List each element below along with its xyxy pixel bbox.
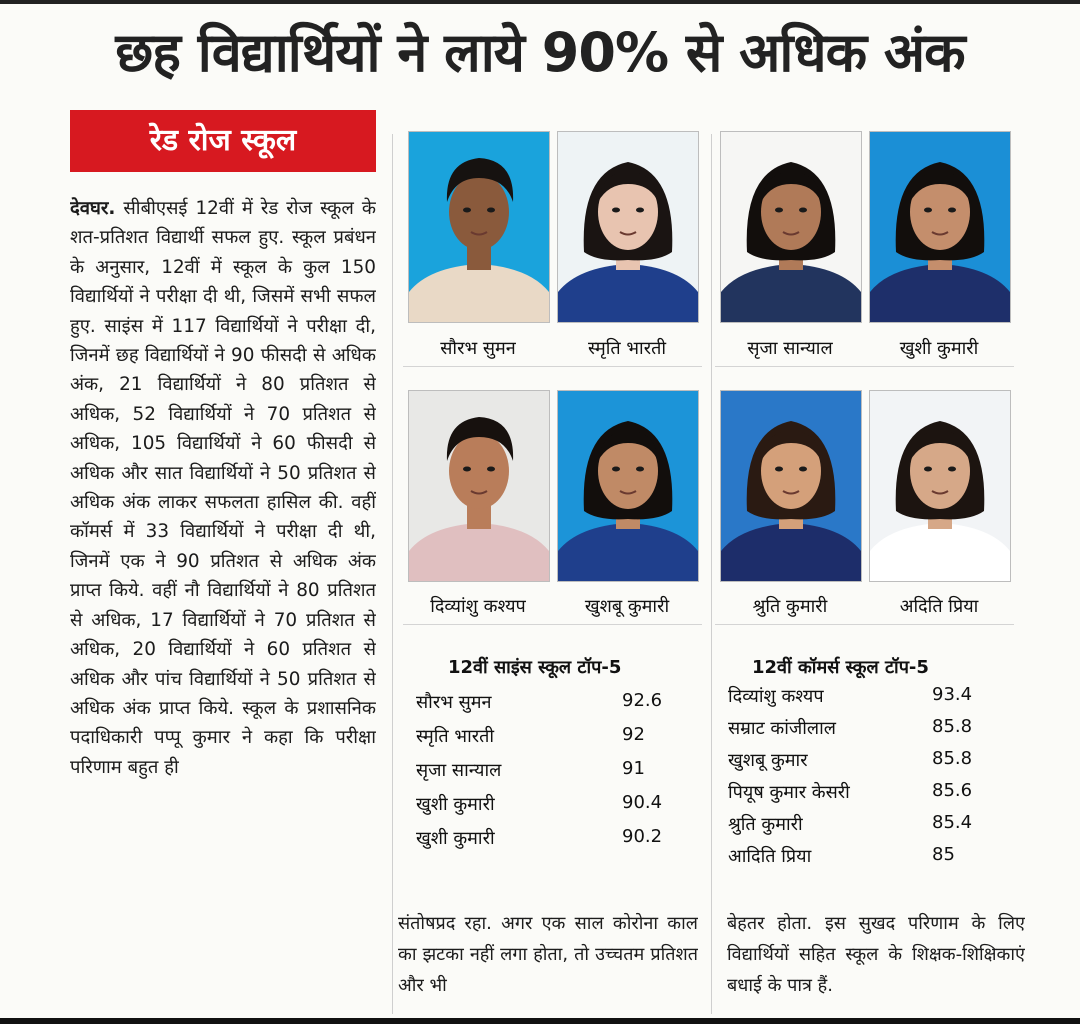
portrait-image	[409, 391, 549, 581]
table-row-score: 85	[932, 844, 955, 865]
table-row-name: स्मृति भारती	[416, 726, 495, 747]
table-row-name: सृजा सान्याल	[416, 760, 502, 781]
student-photo	[557, 390, 699, 582]
table-row-name: खुशी कुमारी	[416, 794, 495, 815]
commerce-table-title: 12वीं कॉमर्स स्कूल टॉप-5	[752, 657, 929, 678]
portrait-image	[870, 391, 1010, 581]
headline: छह विद्यार्थियों ने लाये 90% से अधिक अंक	[115, 21, 965, 84]
bottom-rule	[0, 1018, 1080, 1024]
portrait-image	[721, 132, 861, 322]
photo-caption: श्रुति कुमारी	[715, 594, 865, 625]
table-row-name: दिव्यांशु कश्यप	[728, 686, 824, 707]
school-banner: रेड रोज स्कूल	[70, 110, 376, 172]
lead-body: सीबीएसई 12वीं में रेड रोज स्कूल के शत-प्रतिशत विद्यार्थी सफल हुए. स्कूल प्रबंधन के अनुसार, 12वीं में स्कूल के कुल 150 विद्यार्थियों ने परीक्षा दी थी, जिसमें सभी सफल हुए. साइंस में 117 विद्यार्थियों ने परीक्षा दी, जिनमें छह विद्यार्थियों ने 90 फीसदी से अधिक अंक, 21 विद्यार्थियों ने 80 प्रतिशत से अधिक, 52 विद्यार्थियों ने 70 प्रतिशत से अधिक, 105 विद्यार्थियों ने 60 फीसदी से अधिक और सात विद्यार्थियों ने 50 प्रतिशत से अधिक अंक लाकर सफलता हासिल की. वहीं कॉमर्स में 33 विद्यार्थियों ने परीक्षा दी थी, जिनमें एक ने 90 प्रतिशत से अधिक अंक प्राप्त किये. वहीं नौ विद्यार्थियों ने 80 प्रतिशत से अधिक, 17 विद्यार्थियों ने 70 प्रतिशत से अधिक, 20 विद्यार्थियों ने 60 प्रतिशत से अधिक और पांच विद्यार्थियों ने 50 प्रतिशत से अधिक अंक प्राप्त किये. स्कूल के प्रशासनिक पदाधिकारी पप्पू कुमार ने कहा कि परीक्षा परिणाम बहुत ही	[70, 198, 376, 778]
photo-caption: सौरभ सुमन	[403, 336, 553, 367]
student-photo	[720, 131, 862, 323]
table-row-name: सम्राट कांजीलाल	[728, 718, 836, 739]
portrait-image	[870, 132, 1010, 322]
table-row-score: 93.4	[932, 684, 973, 705]
dateline: देवघर.	[70, 198, 116, 219]
portrait-image	[721, 391, 861, 581]
table-row-score: 85.8	[932, 748, 973, 769]
table-row-score: 85.4	[932, 812, 973, 833]
table-row-name: खुशबू कुमार	[728, 750, 808, 771]
student-photo	[869, 390, 1011, 582]
student-photo	[408, 131, 550, 323]
column-divider	[392, 134, 393, 1014]
top-rule	[0, 0, 1080, 4]
table-row-name: श्रुति कुमारी	[728, 814, 803, 835]
table-row-name: खुशी कुमारी	[416, 828, 495, 849]
table-row-name: सौरभ सुमन	[416, 692, 492, 713]
table-row-score: 90.4	[622, 792, 663, 813]
portrait-image	[558, 132, 698, 322]
table-row-score: 85.6	[932, 780, 973, 801]
table-row-score: 92	[622, 724, 645, 745]
portrait-image	[558, 391, 698, 581]
table-row-score: 85.8	[932, 716, 973, 737]
student-photo	[557, 131, 699, 323]
photo-caption: खुशी कुमारी	[864, 336, 1014, 367]
portrait-image	[409, 132, 549, 322]
continuation-right: बेहतर होता. इस सुखद परिणाम के लिए विद्यार्थियों सहित स्कूल के शिक्षक-शिक्षिकाएं बधाई के पात्र हैं.	[727, 913, 1025, 996]
table-row-score: 90.2	[622, 826, 663, 847]
photo-caption: सृजा सान्याल	[715, 336, 865, 367]
science-table-title: 12वीं साइंस स्कूल टॉप-5	[448, 657, 622, 678]
student-photo	[408, 390, 550, 582]
photo-caption: स्मृति भारती	[552, 336, 702, 367]
student-photo	[869, 131, 1011, 323]
table-row-name: आदिति प्रिया	[728, 846, 812, 867]
photo-caption: दिव्यांशु कश्यप	[403, 594, 553, 625]
lead-article	[70, 194, 376, 1014]
photo-caption: खुशबू कुमारी	[552, 594, 702, 625]
table-row-score: 92.6	[622, 690, 663, 711]
table-row-score: 91	[622, 758, 645, 779]
table-row-name: पियूष कुमार केसरी	[728, 782, 850, 803]
continuation-middle: संतोषप्रद रहा. अगर एक साल कोरोना काल का झटका नहीं लगा होता, तो उच्चतम प्रतिशत और भी	[398, 913, 698, 996]
student-photo	[720, 390, 862, 582]
photo-caption: अदिति प्रिया	[864, 594, 1014, 625]
column-divider	[711, 134, 712, 1014]
